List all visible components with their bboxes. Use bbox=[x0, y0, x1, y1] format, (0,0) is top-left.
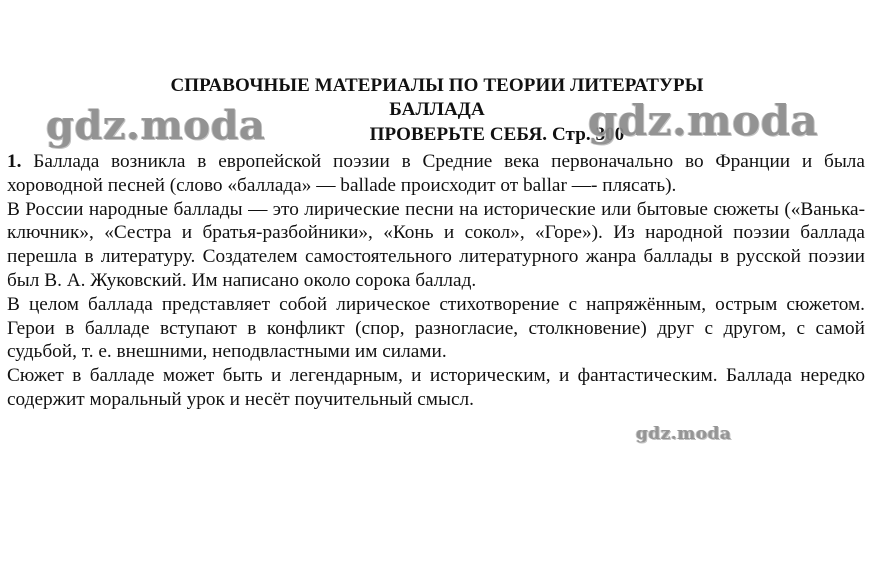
paragraph-3 bbox=[7, 293, 865, 364]
section-title: БАЛЛАДА bbox=[389, 99, 485, 120]
reference-title: СПРАВОЧНЫЕ МАТЕРИАЛЫ ПО ТЕОРИИ ЛИТЕРАТУРЫ bbox=[170, 75, 704, 96]
watermark-logo-left: gdz.moda bbox=[46, 102, 266, 149]
paragraph-3-text: В целом баллада представляет собой лирическое стихотворение с напряжённым, острым сюжетом. Герои в балладе вступают в конфликт (спор, разногласие, столкновение) друг с другом, с самой судьбой, т. е. внешними, неподвластными им силами. bbox=[7, 293, 865, 363]
check-yourself-title: ПРОВЕРЬТЕ СЕБЯ. Стр. 300 bbox=[369, 124, 625, 145]
paragraph-2 bbox=[7, 198, 865, 293]
paragraph-2-text: В России народные баллады — это лирические песни на исторические или бытовые сюжеты («Ванька-ключник», «Сестра и братья-разбойники», «Конь и сокол», «Горе»). Из народной поэзии баллада перешла в литературу. Создателем самостоятельного литературного жанра баллады в русской поэзии был В. А. Жуковский. Им написано около сорока баллад. bbox=[7, 198, 865, 291]
paragraph-1 bbox=[7, 150, 865, 198]
paragraph-4 bbox=[7, 364, 865, 412]
paragraph-4-text: Сюжет в балладе может быть и легендарным, и историческим, и фантастическим. Баллада нередко содержит моральный урок и несёт поучительный смысл. bbox=[7, 365, 865, 410]
paragraph-1-text: Баллада возникла в европейской поэзии в Средние века первоначально во Франции и была хороводной песней (слово «баллада» — ballade происходит от ballar —- плясать). bbox=[7, 151, 865, 196]
watermark-logo-small: gdz.moda bbox=[636, 424, 732, 444]
watermark-logo-right: gdz.moda bbox=[588, 96, 819, 145]
item-number: 1. bbox=[7, 151, 22, 172]
document-body bbox=[7, 150, 865, 412]
